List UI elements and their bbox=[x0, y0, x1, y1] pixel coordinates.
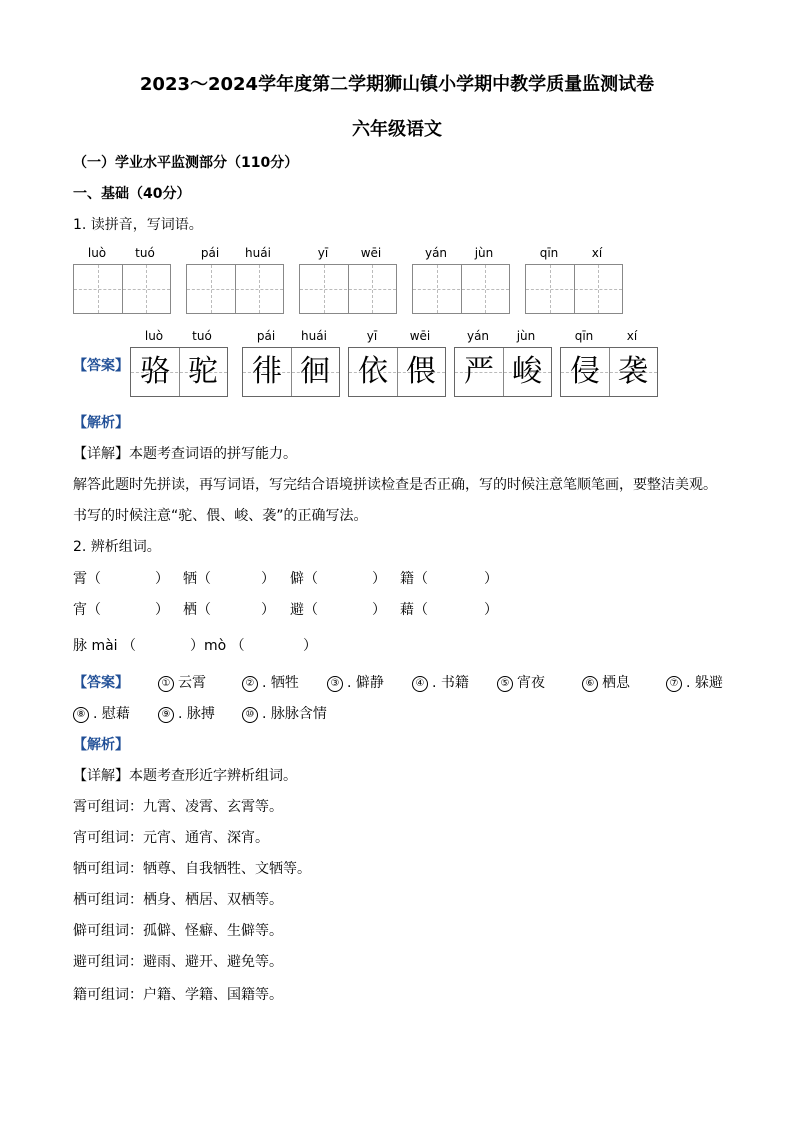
number-badge: ③ bbox=[327, 676, 343, 692]
answer-label: 【答案】 bbox=[73, 358, 129, 374]
answer-box bbox=[130, 347, 228, 397]
pinyin: pái bbox=[256, 329, 276, 343]
answer-char: 徊 bbox=[300, 354, 330, 389]
char-prompt: 藉（ bbox=[400, 602, 428, 618]
char-prompt: 牺（ bbox=[183, 571, 211, 587]
number-badge: ⑧ bbox=[73, 707, 89, 723]
explanation-line: 栖可组词：栖身、栖居、双栖等。 bbox=[73, 892, 283, 908]
char-prompt: 霄（ bbox=[73, 571, 101, 587]
number-badge: ④ bbox=[412, 676, 428, 692]
answer-char: 偎 bbox=[406, 354, 436, 389]
pinyin: xí bbox=[591, 246, 603, 260]
answer-text: . 僻静 bbox=[347, 675, 384, 691]
number-badge: ⑥ bbox=[582, 676, 598, 692]
explanation-line: 籍可组词：户籍、学籍、国籍等。 bbox=[73, 987, 283, 1003]
detail-label: 【详解】 bbox=[73, 768, 129, 784]
answer-char: 驼 bbox=[188, 354, 218, 389]
char-prompt: ）mò （ bbox=[190, 638, 245, 654]
explanation-line: 霄可组词：九霄、凌霄、玄霄等。 bbox=[73, 799, 283, 815]
answer-item bbox=[327, 672, 384, 692]
pinyin: yī bbox=[317, 246, 329, 260]
pinyin: huái bbox=[301, 329, 327, 343]
number-badge: ⑨ bbox=[158, 707, 174, 723]
answer-text: 云霄 bbox=[178, 675, 206, 691]
number-badge: ⑦ bbox=[666, 676, 682, 692]
answer-label: 【答案】 bbox=[73, 675, 129, 691]
answer-char: 徘 bbox=[252, 354, 282, 389]
answer-item bbox=[73, 703, 130, 723]
answer-text: 栖息 bbox=[602, 675, 630, 691]
paren-close: ） bbox=[372, 602, 386, 618]
exam-subtitle: 六年级语文 bbox=[352, 119, 442, 140]
char-prompt: 脉 mài （ bbox=[73, 638, 137, 654]
pinyin: wēi bbox=[360, 246, 382, 260]
answer-char: 骆 bbox=[140, 354, 170, 389]
number-badge: ⑩ bbox=[242, 707, 258, 723]
analysis-label: 【解析】 bbox=[73, 737, 129, 753]
blank-box[interactable] bbox=[525, 264, 623, 314]
pinyin: tuó bbox=[135, 246, 155, 260]
pinyin: yán bbox=[424, 246, 448, 260]
q1-prompt: 1. 读拼音，写词语。 bbox=[73, 217, 203, 233]
char-prompt: 栖（ bbox=[183, 602, 211, 618]
pinyin: yī bbox=[366, 329, 378, 343]
answer-box bbox=[560, 347, 658, 397]
answer-text: . 牺牲 bbox=[262, 675, 299, 691]
pinyin: luò bbox=[144, 329, 164, 343]
answer-char: 袭 bbox=[618, 354, 648, 389]
answer-box bbox=[242, 347, 340, 397]
answer-char: 峻 bbox=[512, 354, 542, 389]
pinyin: tuó bbox=[192, 329, 212, 343]
paren-close: ） bbox=[372, 571, 386, 587]
part-heading: （一）学业水平监测部分（110分） bbox=[73, 155, 299, 171]
detail-line bbox=[73, 765, 297, 785]
char-prompt: 避（ bbox=[290, 602, 318, 618]
pinyin: huái bbox=[245, 246, 271, 260]
answer-item bbox=[497, 672, 545, 692]
explanation-line: 书写的时候注意“驼、偎、峻、袭”的正确写法。 bbox=[73, 508, 368, 524]
explanation-line: 牺可组词：牺尊、自我牺牲、文牺等。 bbox=[73, 861, 311, 877]
blank-box[interactable] bbox=[73, 264, 171, 314]
pinyin: luò bbox=[87, 246, 107, 260]
paren-close: ） bbox=[484, 571, 498, 587]
pinyin: wēi bbox=[409, 329, 431, 343]
paren-close: ） bbox=[261, 602, 275, 618]
answer-text: 宵夜 bbox=[517, 675, 545, 691]
detail-text: 本题考查形近字辨析组词。 bbox=[129, 768, 297, 784]
answer-box bbox=[454, 347, 552, 397]
answer-item bbox=[242, 703, 327, 723]
detail-text: 本题考查词语的拼写能力。 bbox=[129, 446, 297, 462]
paren-close: ） bbox=[484, 602, 498, 618]
explanation-line: 避可组词：避雨、避开、避免等。 bbox=[73, 954, 283, 970]
answer-item bbox=[158, 672, 206, 692]
char-prompt: 僻（ bbox=[290, 571, 318, 587]
paren-close: ） bbox=[155, 571, 169, 587]
answer-text: . 脉搏 bbox=[178, 706, 215, 722]
answer-box bbox=[348, 347, 446, 397]
paren-close: ） bbox=[303, 638, 317, 654]
answer-text: . 脉脉含情 bbox=[262, 706, 327, 722]
q2-prompt: 2. 辨析组词。 bbox=[73, 539, 161, 555]
answer-item bbox=[412, 672, 469, 692]
number-badge: ① bbox=[158, 676, 174, 692]
analysis-label: 【解析】 bbox=[73, 415, 129, 431]
number-badge: ② bbox=[242, 676, 258, 692]
pinyin: qīn bbox=[574, 329, 594, 343]
answer-item bbox=[158, 703, 215, 723]
exam-title: 2023～2024学年度第二学期狮山镇小学期中教学质量监测试卷 bbox=[139, 74, 655, 95]
char-prompt: 籍（ bbox=[400, 571, 428, 587]
paren-close: ） bbox=[155, 602, 169, 618]
pinyin: yán bbox=[466, 329, 490, 343]
answer-char: 依 bbox=[358, 354, 388, 389]
paren-close: ） bbox=[261, 571, 275, 587]
pinyin: jùn bbox=[474, 246, 494, 260]
answer-item bbox=[242, 672, 299, 692]
explanation-line: 解答此题时先拼读，再写词语，写完结合语境拼读检查是否正确，写的时候注意笔顺笔画，要整洁美观。 bbox=[73, 477, 717, 493]
blank-box[interactable] bbox=[299, 264, 397, 314]
section-heading: 一、基础（40分） bbox=[73, 186, 191, 202]
pinyin: pái bbox=[200, 246, 220, 260]
answer-text: . 书籍 bbox=[432, 675, 469, 691]
answer-item bbox=[666, 672, 723, 692]
explanation-line: 宵可组词：元宵、通宵、深宵。 bbox=[73, 830, 269, 846]
explanation-line: 僻可组词：孤僻、怪癖、生僻等。 bbox=[73, 923, 283, 939]
number-badge: ⑤ bbox=[497, 676, 513, 692]
detail-label: 【详解】 bbox=[73, 446, 129, 462]
blank-box[interactable] bbox=[412, 264, 510, 314]
detail-line bbox=[73, 443, 297, 463]
char-prompt: 宵（ bbox=[73, 602, 101, 618]
pinyin: qīn bbox=[539, 246, 559, 260]
blank-box[interactable] bbox=[186, 264, 284, 314]
answer-char: 严 bbox=[464, 354, 494, 389]
pinyin: jùn bbox=[516, 329, 536, 343]
pinyin: xí bbox=[626, 329, 638, 343]
answer-item bbox=[582, 672, 630, 692]
answer-text: . 慰藉 bbox=[93, 706, 130, 722]
answer-text: . 躲避 bbox=[686, 675, 723, 691]
answer-char: 侵 bbox=[570, 354, 600, 389]
